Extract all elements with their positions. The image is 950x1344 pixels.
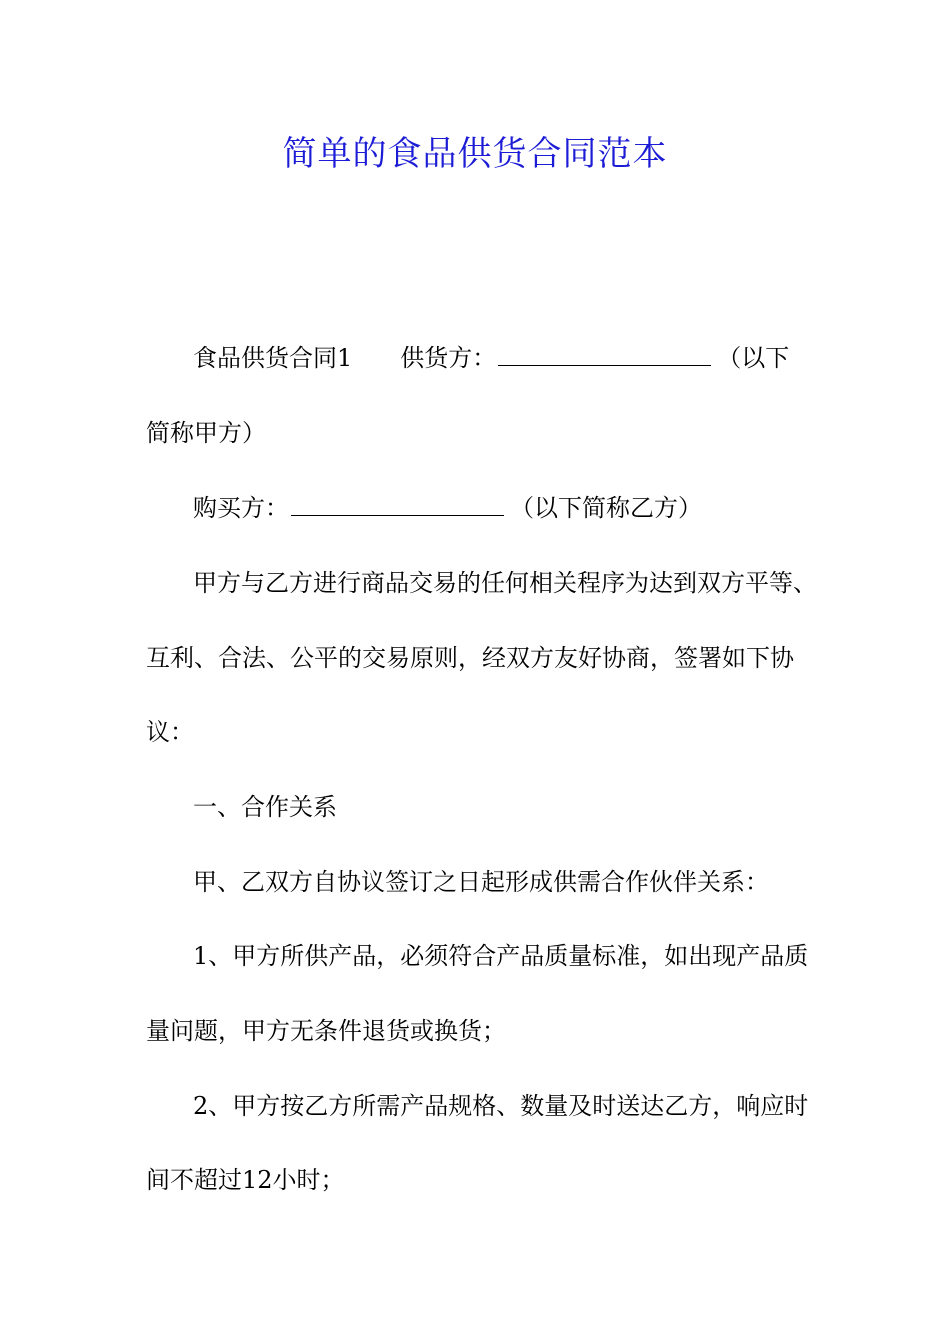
clause-2-line-1: 2、甲方按乙方所需产品规格、数量及时送达乙方，响应时 (193, 1092, 809, 1120)
supplier-blank-field (498, 343, 711, 366)
supplier-suffix: （以下 (717, 344, 790, 372)
supplier-line-cont: 简称甲方） (146, 419, 266, 447)
clause-1-line-2: 量问题，甲方无条件退货或换货； (146, 1017, 506, 1045)
supplier-line (193, 341, 789, 375)
buyer-blank-field (291, 493, 504, 516)
supplier-label: 供货方： (400, 344, 497, 372)
intro-line-3: 议： (146, 718, 194, 746)
contract-number: 食品供货合同1 (193, 344, 353, 372)
section-lead: 甲、乙双方自协议签订之日起形成供需合作伙伴关系： (193, 868, 769, 896)
section-heading: 一、合作关系 (193, 793, 337, 821)
buyer-line (193, 491, 702, 525)
clause-2-line-2: 间不超过12小时； (146, 1166, 345, 1194)
document-title: 简单的食品供货合同范本 (282, 134, 668, 174)
intro-line-2: 互利、合法、公平的交易原则，经双方友好协商，签署如下协 (146, 644, 794, 672)
clause-1-line-1: 1、甲方所供产品，必须符合产品质量标准，如出现产品质 (193, 942, 809, 970)
buyer-label: 购买方： (193, 494, 289, 522)
intro-line-1: 甲方与乙方进行商品交易的任何相关程序为达到双方平等、 (193, 569, 817, 597)
buyer-suffix: （以下简称乙方） (510, 494, 702, 522)
